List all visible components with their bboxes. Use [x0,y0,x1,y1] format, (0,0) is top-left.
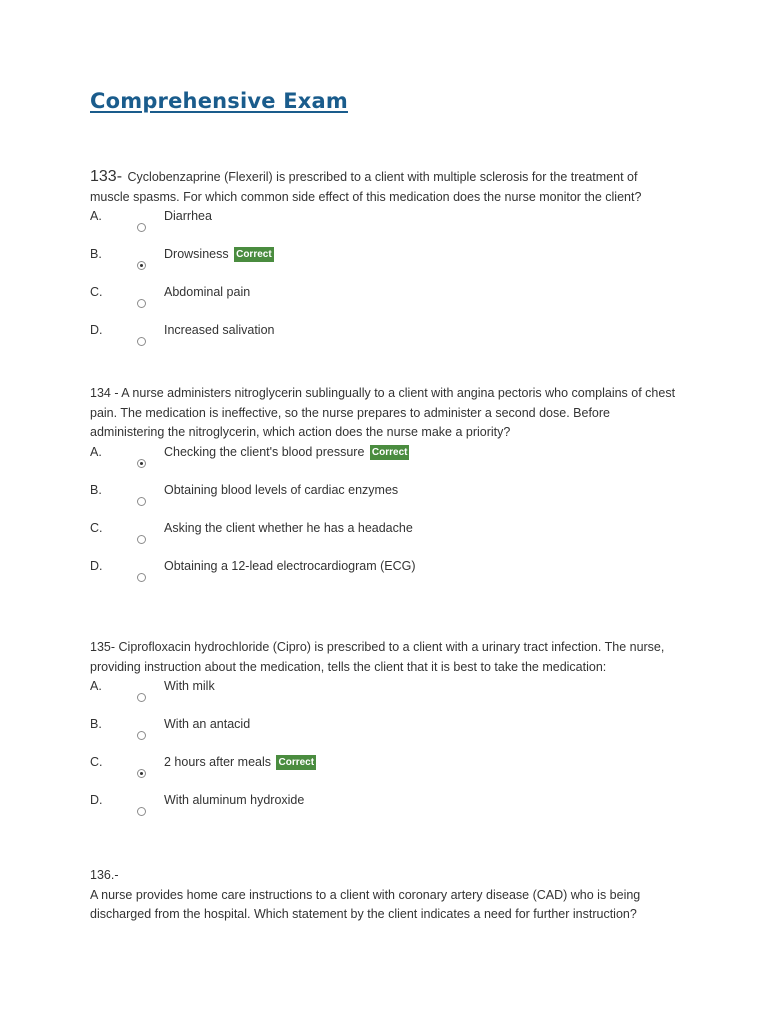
option-letter: A. [90,444,102,459]
option-b[interactable] [90,245,680,283]
option-text-wrap [164,443,409,462]
radio-button[interactable] [137,337,146,346]
option-a[interactable] [90,677,680,715]
correct-badge: Correct [371,446,408,458]
question-136 [90,866,680,925]
question-number: 136.- [90,868,119,882]
option-letter: D. [90,558,103,573]
option-d[interactable] [90,791,680,829]
option-a[interactable] [90,207,680,245]
option-letter: A. [90,679,102,693]
option-text-wrap [164,245,274,264]
option-text: With milk [164,679,215,693]
option-letter: D. [90,323,103,337]
option-text: With an antacid [164,717,251,731]
option-b[interactable] [90,481,680,519]
radio-button-selected[interactable] [137,261,146,270]
option-text: 2 hours after meals [164,755,271,769]
radio-button[interactable] [137,299,146,308]
option-text: With aluminum hydroxide [164,793,305,807]
question-134 [90,384,680,595]
correct-badge: Correct [278,757,315,768]
option-text: Obtaining a 12-lead electrocardiogram (ECG) [164,558,416,573]
radio-button[interactable] [137,535,146,544]
question-number: 135- [90,640,116,654]
option-c[interactable] [90,283,680,321]
option-letter: C. [90,285,103,299]
option-letter: A. [90,209,102,223]
option-letter: D. [90,793,103,807]
option-c[interactable] [90,753,680,791]
option-letter: B. [90,717,102,731]
radio-button-selected[interactable] [137,459,146,468]
option-c[interactable] [90,519,680,557]
radio-button[interactable] [137,497,146,506]
question-body: A nurse provides home care instructions to a client with coronary artery disease (CAD) who is being discharged from the hospital. Which statement by the client indicates a need for further instruction? [90,887,641,921]
option-letter: B. [90,482,102,497]
radio-button[interactable] [137,731,146,740]
option-text: Increased salivation [164,323,275,337]
correct-badge: Correct [236,249,272,260]
question-body: A nurse administers nitroglycerin sublingually to a client with angina pectoris who complains of chest pain. The medication is ineffective, so the nurse prepares to administer a second dose. Before administering the nitroglycerin, which action does the nurse make a priority? [90,386,676,439]
option-text-wrap [164,753,316,772]
option-text: Asking the client whether he has a headache [164,520,413,535]
option-text: Abdominal pain [164,285,251,299]
option-letter: B. [90,247,102,261]
radio-button-selected[interactable] [137,769,146,778]
option-text: Diarrhea [164,209,212,223]
option-d[interactable] [90,321,680,359]
radio-button[interactable] [137,807,146,816]
option-d[interactable] [90,557,680,595]
question-body: Cyclobenzaprine (Flexeril) is prescribed to a client with multiple sclerosis for the treatment of muscle spasms. For which common side effect of this medication does the nurse monitor the client? [90,170,642,204]
question-number: 133- [90,168,123,185]
question-text [90,167,680,207]
question-135 [90,638,680,829]
page-title: Comprehensive Exam [90,89,348,113]
option-text: Drowsiness [164,247,229,261]
radio-button[interactable] [137,573,146,582]
question-number: 134 - [90,386,119,400]
radio-button[interactable] [137,223,146,232]
option-a[interactable] [90,443,680,481]
radio-button[interactable] [137,693,146,702]
option-text: Obtaining blood levels of cardiac enzymes [164,482,399,497]
option-letter: C. [90,520,103,535]
question-body: Ciprofloxacin hydrochloride (Cipro) is prescribed to a client with a urinary tract infection. The nurse, providing instruction about the medication, tells the client that it is best to take the medication: [90,640,665,674]
option-letter: C. [90,755,103,769]
question-text [90,638,680,677]
question-133 [90,167,680,359]
option-b[interactable] [90,715,680,753]
question-text [90,384,680,443]
option-text: Checking the client's blood pressure [164,444,365,459]
